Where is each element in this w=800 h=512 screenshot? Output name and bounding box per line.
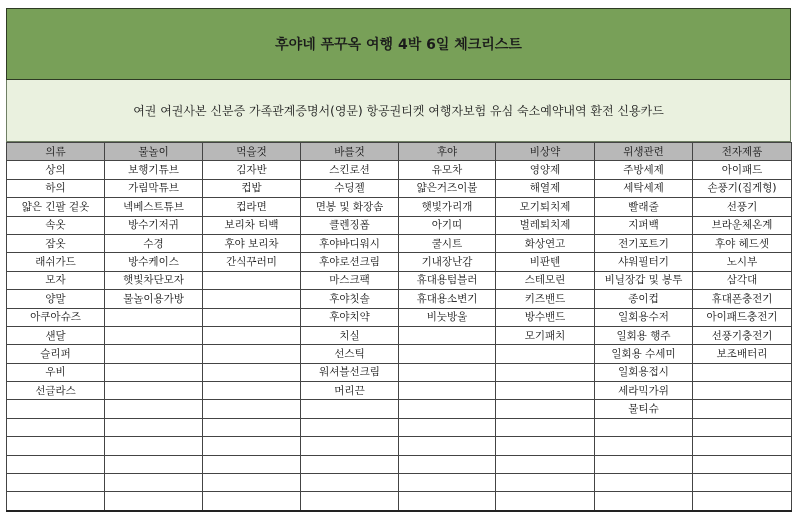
table-cell[interactable]: [105, 437, 203, 455]
table-cell[interactable]: 아쿠아슈즈: [7, 308, 105, 326]
page-title: 후야네 푸꾸옥 여행 4박 6일 체크리스트: [275, 37, 522, 53]
table-cell[interactable]: [203, 271, 301, 289]
table-cell[interactable]: 클렌징폼: [301, 216, 399, 234]
column-header: 먹을것: [203, 143, 301, 161]
table-cell[interactable]: 후야 헤드셋: [693, 234, 792, 252]
table-cell[interactable]: [203, 382, 301, 400]
table-row: [7, 363, 792, 381]
table-cell[interactable]: [7, 492, 105, 511]
column-header: 후야: [399, 143, 496, 161]
table-cell[interactable]: [496, 455, 595, 473]
table-cell[interactable]: [496, 345, 595, 363]
table-cell[interactable]: 후야바디워시: [301, 234, 399, 252]
table-cell[interactable]: 햇빛차단모자: [105, 271, 203, 289]
table-cell[interactable]: [693, 492, 792, 511]
table-cell[interactable]: [399, 326, 496, 344]
table-cell[interactable]: 간식꾸러미: [203, 253, 301, 271]
table-cell[interactable]: 화상연고: [496, 234, 595, 252]
table-cell[interactable]: 후야칫솔: [301, 290, 399, 308]
table-cell[interactable]: [301, 418, 399, 436]
table-cell[interactable]: 영양제: [496, 161, 595, 179]
table-cell[interactable]: [399, 418, 496, 436]
table-cell[interactable]: 김자반: [203, 161, 301, 179]
table-cell[interactable]: 노시부: [693, 253, 792, 271]
table-cell[interactable]: 스테모린: [496, 271, 595, 289]
table-cell[interactable]: [105, 455, 203, 473]
table-cell[interactable]: [203, 290, 301, 308]
table-cell[interactable]: [203, 345, 301, 363]
table-cell[interactable]: [203, 492, 301, 511]
table-cell[interactable]: [595, 474, 693, 492]
table-cell[interactable]: [301, 474, 399, 492]
table-cell[interactable]: [399, 400, 496, 418]
table-cell[interactable]: 선글라스: [7, 382, 105, 400]
table-row: [7, 216, 792, 234]
table-cell[interactable]: 상의: [7, 161, 105, 179]
table-cell[interactable]: 치실: [301, 326, 399, 344]
checklist-table: [6, 142, 792, 512]
table-cell[interactable]: [105, 492, 203, 511]
table-cell[interactable]: [399, 474, 496, 492]
table-cell[interactable]: 면봉 및 화장솜: [301, 198, 399, 216]
column-header: 물놀이: [105, 143, 203, 161]
table-cell[interactable]: [105, 363, 203, 381]
table-cell[interactable]: [105, 400, 203, 418]
table-cell[interactable]: 휴대폰충전기: [693, 290, 792, 308]
table-cell[interactable]: [496, 418, 595, 436]
table-cell[interactable]: [105, 418, 203, 436]
table-cell[interactable]: 비판텐: [496, 253, 595, 271]
table-cell[interactable]: 선풍기: [693, 198, 792, 216]
table-cell[interactable]: 보리차 티백: [203, 216, 301, 234]
table-cell[interactable]: 수딩젤: [301, 179, 399, 197]
table-cell[interactable]: 브라운체온계: [693, 216, 792, 234]
table-cell[interactable]: 스킨로션: [301, 161, 399, 179]
table-cell[interactable]: 방수케이스: [105, 253, 203, 271]
table-cell[interactable]: [7, 455, 105, 473]
table-cell[interactable]: 래쉬가드: [7, 253, 105, 271]
table-cell[interactable]: 물티슈: [595, 400, 693, 418]
table-cell[interactable]: 후야치약: [301, 308, 399, 326]
checklist-sheet: [6, 8, 791, 512]
table-row: [7, 400, 792, 418]
table-cell[interactable]: [693, 455, 792, 473]
table-row: [7, 271, 792, 289]
table-row: [7, 326, 792, 344]
table-cell[interactable]: 휴대용소변기: [399, 290, 496, 308]
table-cell[interactable]: [595, 492, 693, 511]
table-cell[interactable]: 넥베스트튜브: [105, 198, 203, 216]
table-cell[interactable]: [693, 474, 792, 492]
table-cell[interactable]: 슬리퍼: [7, 345, 105, 363]
table-cell[interactable]: 비닐장갑 및 봉투: [595, 271, 693, 289]
table-cell[interactable]: 머리끈: [301, 382, 399, 400]
table-cell[interactable]: [399, 382, 496, 400]
table-cell[interactable]: 벌레퇴치제: [496, 216, 595, 234]
table-row: [7, 161, 792, 179]
table-cell[interactable]: [203, 326, 301, 344]
table-cell[interactable]: 물놀이용가방: [105, 290, 203, 308]
table-cell[interactable]: 햇빛가리개: [399, 198, 496, 216]
table-cell[interactable]: [693, 418, 792, 436]
table-cell[interactable]: [693, 437, 792, 455]
table-row: [7, 234, 792, 252]
table-cell[interactable]: [203, 474, 301, 492]
table-cell[interactable]: [399, 437, 496, 455]
table-cell[interactable]: 우비: [7, 363, 105, 381]
table-body: [7, 161, 792, 511]
column-header: 비상약: [496, 143, 595, 161]
table-cell[interactable]: 샌달: [7, 326, 105, 344]
table-cell[interactable]: [301, 492, 399, 511]
table-cell[interactable]: [105, 326, 203, 344]
table-cell[interactable]: 유모차: [399, 161, 496, 179]
table-cell[interactable]: 세라믹가위: [595, 382, 693, 400]
table-cell[interactable]: [693, 363, 792, 381]
table-cell[interactable]: 컵밥: [203, 179, 301, 197]
table-cell[interactable]: 수경: [105, 234, 203, 252]
table-cell[interactable]: [496, 400, 595, 418]
table-row: [7, 455, 792, 473]
table-row: [7, 179, 792, 197]
table-cell[interactable]: 모자: [7, 271, 105, 289]
table-cell[interactable]: 워셔블선크림: [301, 363, 399, 381]
table-cell[interactable]: 선스틱: [301, 345, 399, 363]
table-cell[interactable]: [203, 363, 301, 381]
table-cell[interactable]: [399, 492, 496, 511]
table-cell[interactable]: 일회용 수세미: [595, 345, 693, 363]
table-cell[interactable]: [496, 382, 595, 400]
table-cell[interactable]: 지퍼백: [595, 216, 693, 234]
table-row: [7, 290, 792, 308]
table-row: [7, 492, 792, 511]
table-cell[interactable]: 보행기튜브: [105, 161, 203, 179]
table-cell[interactable]: [595, 437, 693, 455]
table-cell[interactable]: 선풍기충전기: [693, 326, 792, 344]
table-row: [7, 198, 792, 216]
table-cell[interactable]: [203, 418, 301, 436]
column-header: 의류: [7, 143, 105, 161]
table-cell[interactable]: [301, 437, 399, 455]
table-cell[interactable]: 아이패드: [693, 161, 792, 179]
table-cell[interactable]: [203, 455, 301, 473]
table-cell[interactable]: 마스크팩: [301, 271, 399, 289]
table-cell[interactable]: 후야로션크림: [301, 253, 399, 271]
table-cell[interactable]: [203, 308, 301, 326]
table-cell[interactable]: [105, 382, 203, 400]
table-cell[interactable]: 얇은 긴팔 겉옷: [7, 198, 105, 216]
table-cell[interactable]: 아기띠: [399, 216, 496, 234]
title-bar: [6, 8, 791, 80]
table-cell[interactable]: [105, 474, 203, 492]
table-cell[interactable]: 속옷: [7, 216, 105, 234]
table-cell[interactable]: 모기퇴치제: [496, 198, 595, 216]
table-cell[interactable]: 가림막튜브: [105, 179, 203, 197]
table-cell[interactable]: 주방세제: [595, 161, 693, 179]
table-cell[interactable]: 아이패드충전기: [693, 308, 792, 326]
table-cell[interactable]: 전기포트기: [595, 234, 693, 252]
table-cell[interactable]: 컵라면: [203, 198, 301, 216]
table-row: [7, 437, 792, 455]
table-cell[interactable]: 얇은거즈이불: [399, 179, 496, 197]
table-cell[interactable]: 잠옷: [7, 234, 105, 252]
table-cell[interactable]: 해열제: [496, 179, 595, 197]
essentials-row: [6, 80, 791, 142]
table-header-row: [7, 143, 792, 161]
table-cell[interactable]: [203, 437, 301, 455]
column-header: 전자제품: [693, 143, 792, 161]
table-cell[interactable]: 양말: [7, 290, 105, 308]
table-cell[interactable]: 일회용수저: [595, 308, 693, 326]
table-cell[interactable]: 비눗방울: [399, 308, 496, 326]
table-cell[interactable]: 빨래줄: [595, 198, 693, 216]
table-cell[interactable]: [496, 474, 595, 492]
table-row: [7, 382, 792, 400]
table-cell[interactable]: 휴대용텀블러: [399, 271, 496, 289]
table-cell[interactable]: [7, 437, 105, 455]
table-cell[interactable]: [496, 363, 595, 381]
table-row: [7, 253, 792, 271]
table-cell[interactable]: 모기패치: [496, 326, 595, 344]
table-row: [7, 308, 792, 326]
table-cell[interactable]: [496, 437, 595, 455]
table-cell[interactable]: [7, 400, 105, 418]
table-cell[interactable]: 방수기저귀: [105, 216, 203, 234]
table-cell[interactable]: 삼각대: [693, 271, 792, 289]
table-cell[interactable]: 기내장난감: [399, 253, 496, 271]
table-cell[interactable]: [7, 418, 105, 436]
table-cell[interactable]: [301, 400, 399, 418]
table-row: [7, 474, 792, 492]
table-cell[interactable]: 방수밴드: [496, 308, 595, 326]
table-cell[interactable]: [496, 492, 595, 511]
table-cell[interactable]: [399, 455, 496, 473]
essentials-text: 여권 여권사본 신분증 가족관계증명서(영문) 항공권티켓 여행자보험 유심 숙소예약내역 환전 신용카드: [133, 104, 664, 118]
table-row: [7, 345, 792, 363]
table-cell[interactable]: 쿨시트: [399, 234, 496, 252]
table-cell[interactable]: 보조배터리: [693, 345, 792, 363]
table-cell[interactable]: 키즈밴드: [496, 290, 595, 308]
table-cell[interactable]: 종이컵: [595, 290, 693, 308]
column-header: 위생관련: [595, 143, 693, 161]
table-cell[interactable]: [399, 345, 496, 363]
table-cell[interactable]: [399, 363, 496, 381]
table-cell[interactable]: 일회용 행주: [595, 326, 693, 344]
table-cell[interactable]: [105, 308, 203, 326]
table-cell[interactable]: [301, 455, 399, 473]
table-cell[interactable]: 후야 보리차: [203, 234, 301, 252]
table-cell[interactable]: [693, 382, 792, 400]
table-row: [7, 418, 792, 436]
column-header: 바를것: [301, 143, 399, 161]
table-cell[interactable]: 일회용접시: [595, 363, 693, 381]
table-cell[interactable]: [595, 418, 693, 436]
table-cell[interactable]: 세탁세제: [595, 179, 693, 197]
table-cell[interactable]: [595, 455, 693, 473]
table-cell[interactable]: [105, 345, 203, 363]
table-cell[interactable]: [693, 400, 792, 418]
table-cell[interactable]: 하의: [7, 179, 105, 197]
table-cell[interactable]: 손풍기(집게형): [693, 179, 792, 197]
table-cell[interactable]: 샤워필터기: [595, 253, 693, 271]
table-cell[interactable]: [203, 400, 301, 418]
table-cell[interactable]: [7, 474, 105, 492]
